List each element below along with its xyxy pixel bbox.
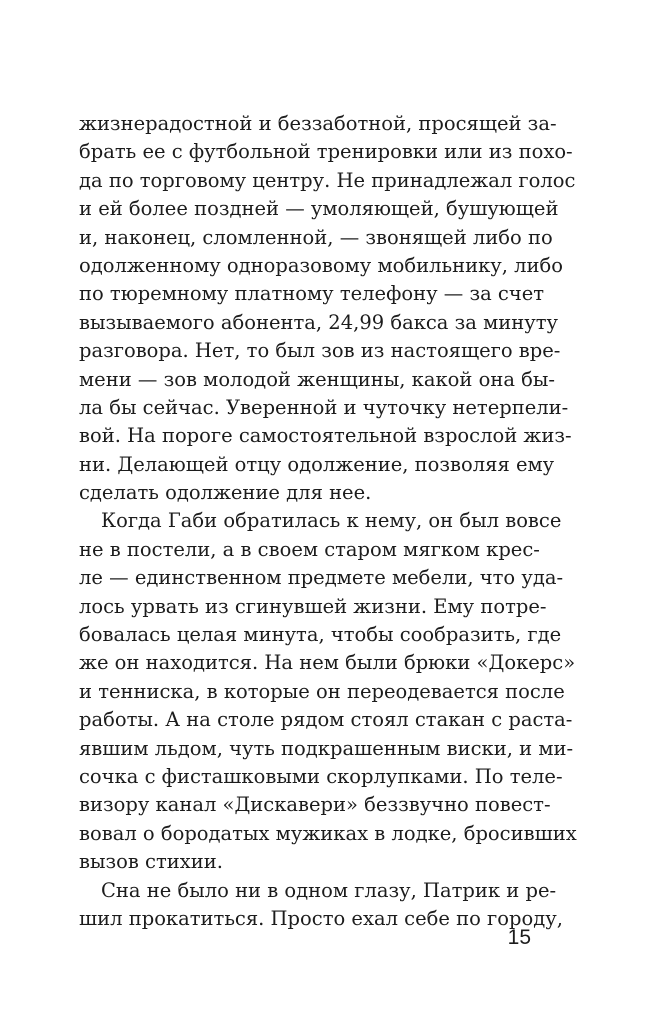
paragraph-3 [79,877,563,934]
paragraph-2 [79,507,577,876]
text-line: ла бы сейчас. Уверенной и чуточку нетерпели- [79,395,569,419]
text-line: и, наконец, сломленной, — звонящей либо по [79,225,553,249]
text-line: ни. Делающей отцу одолжение, позволяя ему [79,452,555,476]
body-text [79,110,577,933]
text-line: явшим льдом, чуть подкрашенным виски, и ми- [79,736,574,760]
text-line: и тенниска, в которые он переодевается после [79,679,565,703]
text-line: сделать одолжение для нее. [79,481,372,505]
text-line: сочка с фисташковыми скорлупками. По теле- [79,764,563,788]
text-line: по тюремному платному телефону — за счет [79,282,545,306]
text-line: визору канал «Дискавери» беззвучно повест- [79,793,551,817]
text-line: же он находится. На нем были брюки «Докерс» [79,651,576,675]
text-line: вызов стихии. [79,850,223,874]
text-line: Когда Габи обратилась к нему, он был вовсе [101,509,562,533]
text-line: да по торговому центру. Не принадлежал голос [79,168,576,192]
page-number: 15 [507,926,531,949]
text-line: вызываемого абонента, 24,99 бакса за минуту [79,310,558,334]
text-line: шил прокатиться. Просто ехал себе по городу, [79,906,563,930]
text-line: жизнерадостной и беззаботной, просящей за- [79,112,557,135]
text-line: брать ее с футбольной тренировки или из похо- [79,140,573,164]
text-line: вовал о бородатых мужиках в лодке, бросивших [79,821,577,845]
text-line: одолженному одноразовому мобильнику, либо [79,253,564,277]
text-line: не в постели, а в своем старом мягком крес- [79,537,540,561]
text-line: Сна не было ни в одном глазу, Патрик и ре- [101,878,557,902]
paragraph-1 [79,110,576,507]
text-line: ле — единственном предмете мебели, что уда- [79,566,564,590]
text-line: мени — зов молодой женщины, какой она бы- [79,367,555,391]
text-line: бовалась целая минута, чтобы сообразить, где [79,623,562,647]
text-line: и ей более поздней — умоляющей, бушующей [79,197,559,221]
text-line: разговора. Нет, то был зов из настоящего вре- [79,339,561,363]
text-line: лось урвать из сгинувшей жизни. Ему потре- [79,594,547,618]
text-line: работы. А на столе рядом стоял стакан с раста- [79,708,573,732]
text-line: вой. На пороге самостоятельной взрослой жиз- [79,424,572,448]
